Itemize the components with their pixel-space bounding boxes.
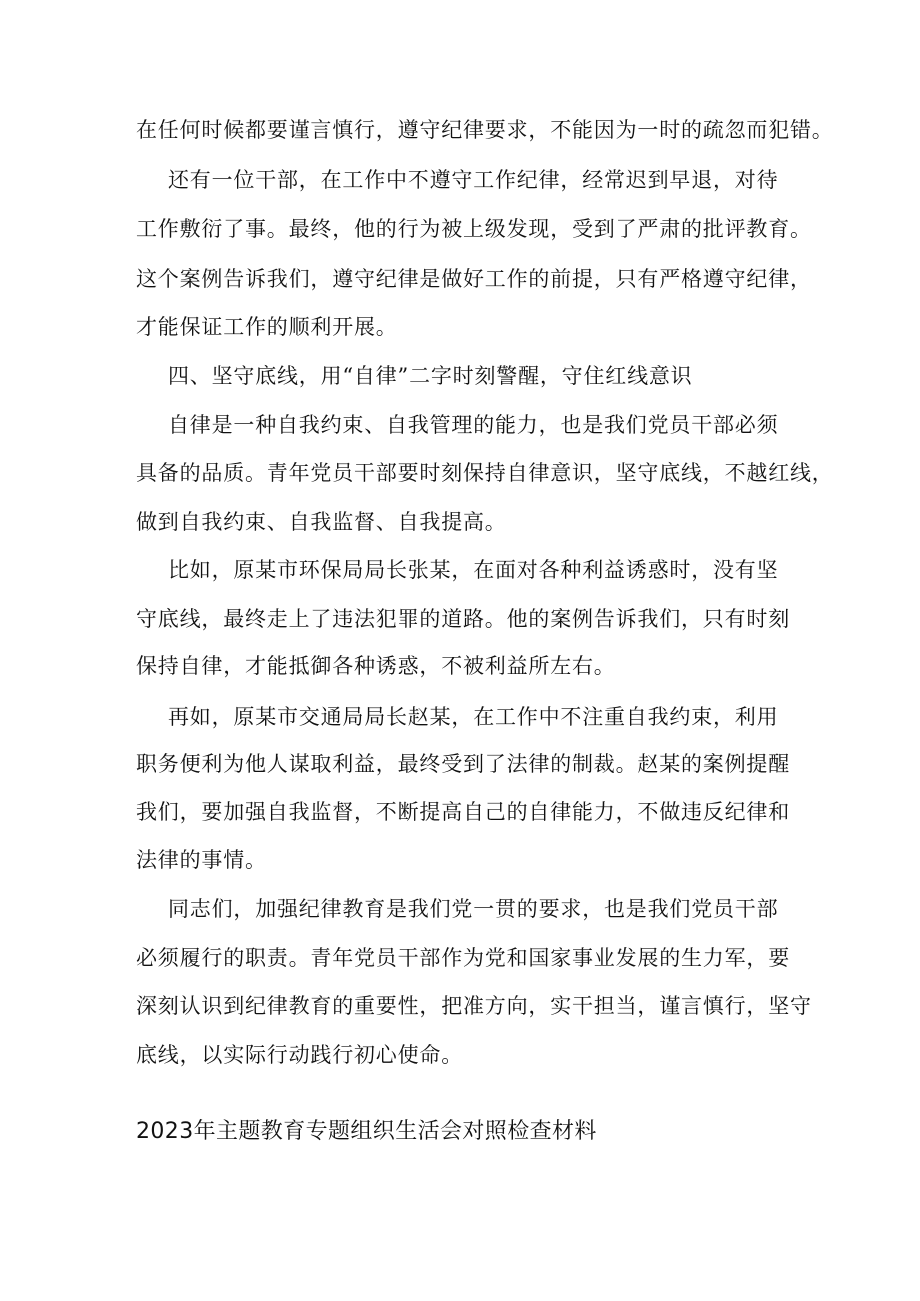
text-line: 在任何时候都要谨言慎行，遵守纪律要求，不能因为一时的疏忽而犯错。 xyxy=(136,118,834,142)
text-line: 这个案例告诉我们，遵守纪律是做好工作的前提，只有严格遵守纪律， xyxy=(136,267,812,291)
paragraph-start-line: 比如，原某市环保局局长张某，在面对各种利益诱惑时，没有坚 xyxy=(168,558,779,582)
text-line: 具备的品质。青年党员干部要时刻保持自律意识，坚守底线，不越红线， xyxy=(136,461,834,485)
paragraph-start-line: 同志们，加强纪律教育是我们党一贯的要求，也是我们党员干部 xyxy=(168,897,779,921)
text-line: 做到自我约束、自我监督、自我提高。 xyxy=(136,510,507,534)
text-line: 必须履行的职责。青年党员干部作为党和国家事业发展的生力军，要 xyxy=(136,946,790,970)
text-line: 职务便利为他人谋取利益，最终受到了法律的制裁。赵某的案例提醒 xyxy=(136,752,790,776)
paragraph-start-line: 还有一位干部，在工作中不遵守工作纪律，经常迟到早退，对待 xyxy=(168,168,779,192)
text-line: 底线，以实际行动践行初心使命。 xyxy=(136,1043,463,1067)
text-line: 我们，要加强自我监督，不断提高自己的自律能力，不做违反纪律和 xyxy=(136,800,790,824)
paragraph-start-line: 再如，原某市交通局局长赵某，在工作中不注重自我约束，利用 xyxy=(168,705,779,729)
text-line: 法律的事情。 xyxy=(136,848,267,872)
text-line: 工作敷衍了事。最终，他的行为被上级发现，受到了严肃的批评教育。 xyxy=(136,217,812,241)
next-document-title: 2023年主题教育专题组织生活会对照检查材料 xyxy=(136,1119,597,1144)
text-line: 保持自律，才能抵御各种诱惑，不被利益所左右。 xyxy=(136,654,616,678)
text-line: 守底线，最终走上了违法犯罪的道路。他的案例告诉我们，只有时刻 xyxy=(136,607,790,631)
section-heading: 四、坚守底线，用“自律”二字时刻警醒，守住红线意识 xyxy=(168,364,693,388)
text-line: 深刻认识到纪律教育的重要性，把准方向，实干担当，谨言慎行，坚守 xyxy=(136,994,812,1018)
paragraph-start-line: 自律是一种自我约束、自我管理的能力，也是我们党员干部必须 xyxy=(168,413,779,437)
text-line: 才能保证工作的顺利开展。 xyxy=(136,315,398,339)
